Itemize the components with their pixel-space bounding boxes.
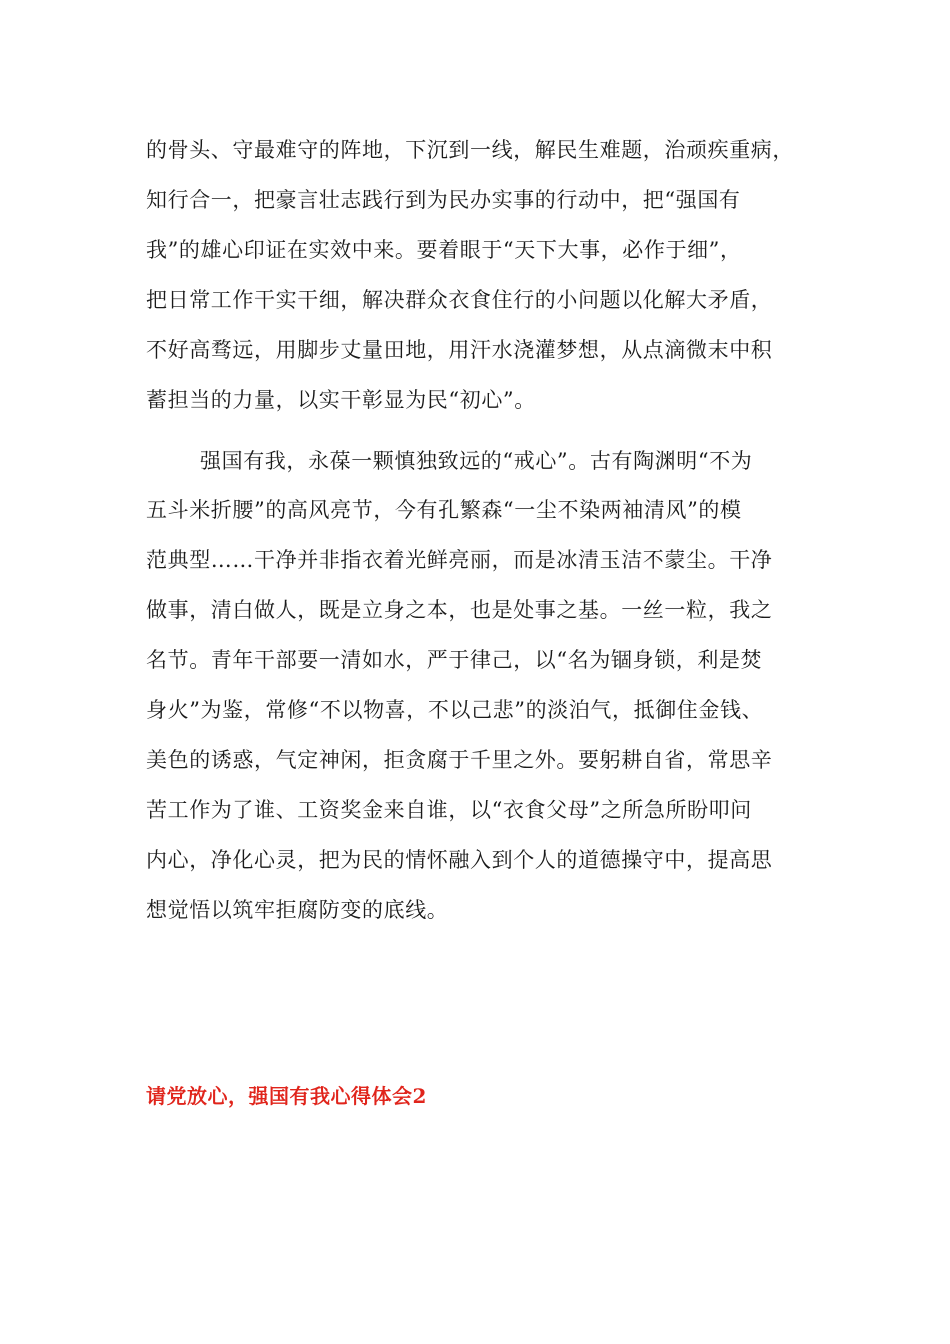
paragraph-line: 内心，净化心灵，把为民的情怀融入到个人的道德操守中，提高思 [146,848,773,872]
paragraph-line: 做事，清白做人，既是立身之本，也是处事之基。一丝一粒，我之 [146,598,773,622]
paragraph-line: 美色的诱惑，气定神闲，拒贪腐于千里之外。要躬耕自省，常思辛 [146,748,773,772]
paragraph-line: 的骨头、守最难守的阵地，下沉到一线，解民生难题，治顽疾重病， [146,138,794,162]
paragraph-line: 苦工作为了谁、工资奖金来自谁，以“衣食父母”之所急所盼叩问 [146,798,752,822]
paragraph-line: 想觉悟以筑牢拒腐防变的底线。 [146,898,449,922]
paragraph-line: 我”的雄心印证在实效中来。要着眼于“天下大事，必作于细”， [146,238,742,262]
paragraph-line: 蓄担当的力量，以实干彰显为民“初心”。 [146,388,536,412]
paragraph-line: 名节。青年干部要一清如水，严于律己，以“名为锢身锁，利是焚 [146,648,763,672]
paragraph-line: 把日常工作干实干细，解决群众衣食住行的小问题以化解大矛盾， [146,288,773,312]
paragraph-line: 范典型……干净并非指衣着光鲜亮丽，而是冰清玉洁不蒙尘。干净 [146,548,773,572]
paragraph-line: 知行合一，把豪言壮志践行到为民办实事的行动中，把“强国有 [146,188,741,212]
section-heading: 请党放心，强国有我心得体会2 [146,1084,427,1108]
paragraph-line: 身火”为鉴，常修“不以物喜，不以己悲”的淡泊气，抵御住金钱、 [146,698,764,722]
paragraph-line: 强国有我，永葆一颗慎独致远的“戒心”。古有陶渊明“不为 [200,449,753,473]
paragraph-line: 五斗米折腰”的高风亮节，今有孔繁森“一尘不染两袖清风”的模 [146,498,742,522]
paragraph-line: 不好高骛远，用脚步丈量田地，用汗水浇灌梦想，从点滴微末中积 [146,338,773,362]
